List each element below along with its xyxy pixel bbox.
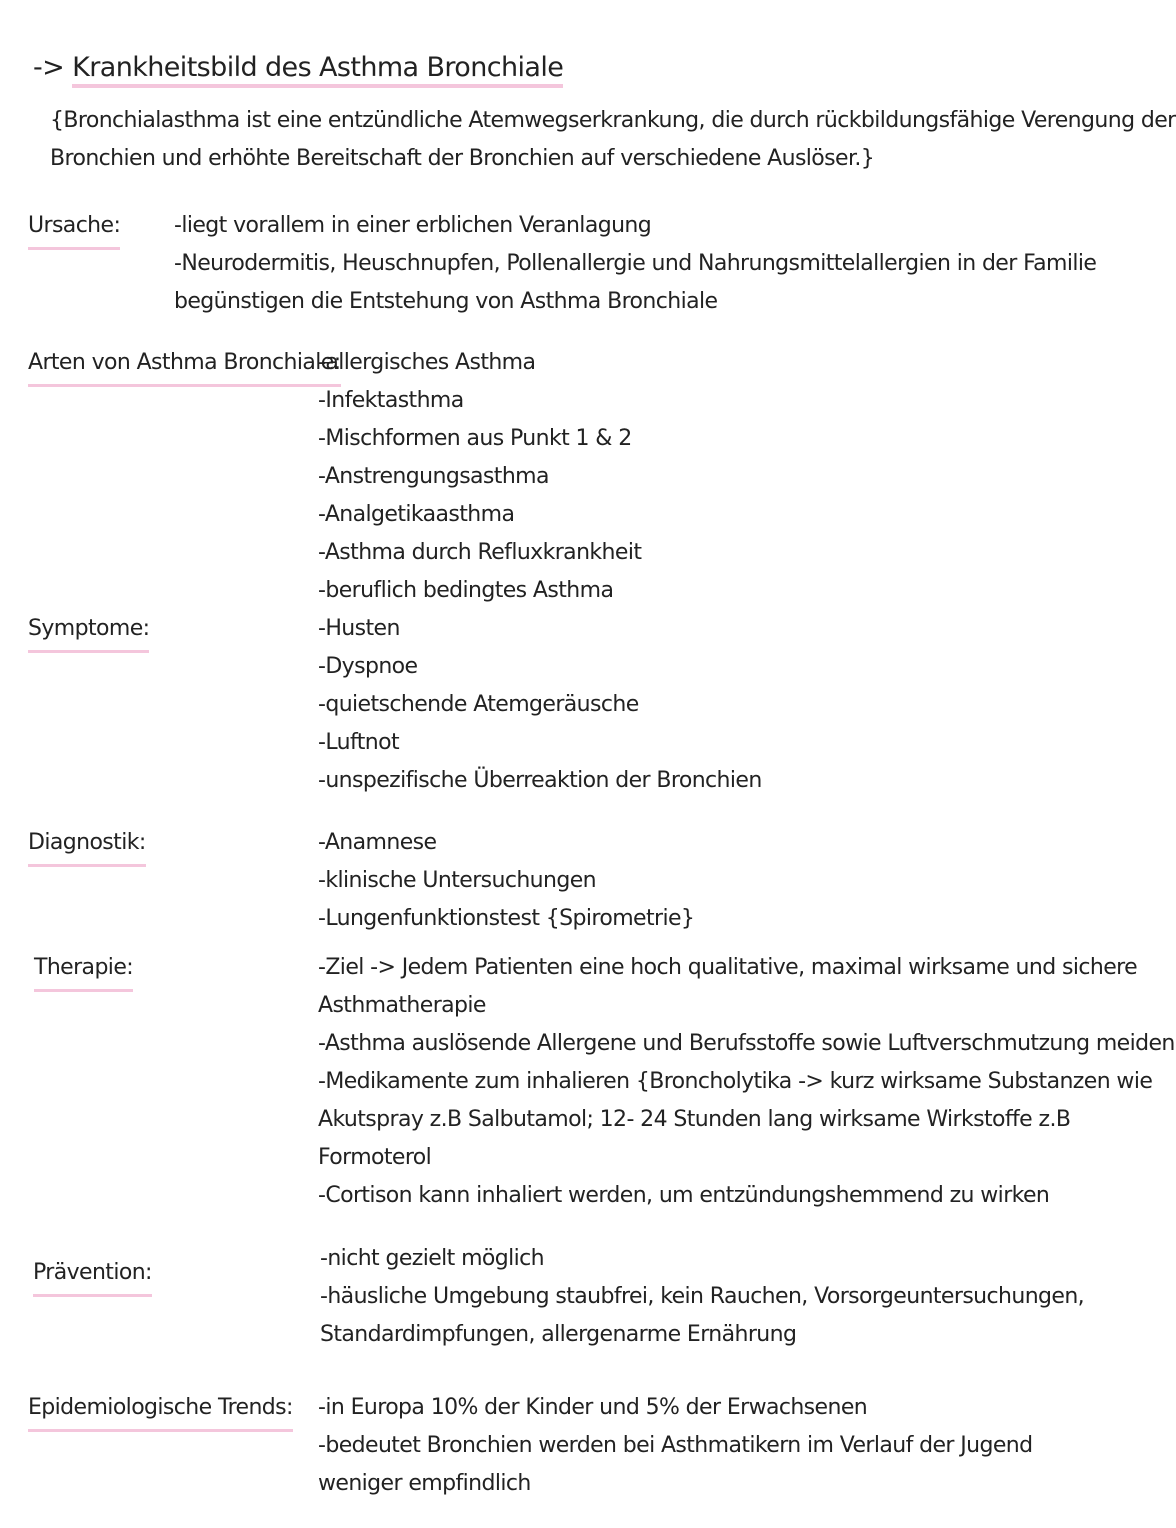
list-item: Formoterol — [318, 1145, 432, 1170]
label-ursache: Ursache: — [28, 207, 120, 250]
list-praevention — [320, 1240, 1084, 1354]
intro-line: Bronchien und erhöhte Bereitschaft der Bronchien auf verschiedene Auslöser.} — [50, 146, 875, 171]
list-item: -Neurodermitis, Heuschnupfen, Pollenallergie und Nahrungsmittelallergien in der Familie — [174, 251, 1097, 276]
list-item: -Asthma durch Refluxkrankheit — [318, 540, 642, 565]
label-symptome: Symptome: — [28, 610, 149, 653]
label-therapie: Therapie: — [34, 949, 133, 992]
list-ursache — [174, 207, 1096, 321]
list-item: -häusliche Umgebung staubfrei, kein Rauchen, Vorsorgeuntersuchungen, — [320, 1284, 1085, 1309]
list-item: -Anstrengungsasthma — [318, 464, 549, 489]
list-item: Asthmatherapie — [318, 993, 486, 1018]
list-item: -Cortison kann inhaliert werden, um entzündungshemmend zu wirken — [318, 1183, 1050, 1208]
list-item: -Anamnese — [318, 830, 437, 855]
list-item: -allergisches Asthma — [318, 350, 536, 375]
list-item: -in Europa 10% der Kinder und 5% der Erwachsenen — [318, 1395, 868, 1420]
list-item: -Infektasthma — [318, 388, 464, 413]
list-item: -Lungenfunktionstest {Spirometrie} — [318, 906, 695, 931]
intro-line: {Bronchialasthma ist eine entzündliche Atemwegserkrankung, die durch rückbildungsfähige Verengung der — [50, 108, 1176, 133]
list-item: -Ziel -> Jedem Patienten eine hoch qualitative, maximal wirksame und sichere — [318, 955, 1138, 980]
list-symptome — [318, 610, 762, 800]
list-item: -bedeutet Bronchien werden bei Asthmatikern im Verlauf der Jugend — [318, 1433, 1033, 1458]
list-item: weniger empfindlich — [318, 1471, 531, 1496]
intro-definition — [50, 102, 1176, 178]
list-item: -quietschende Atemgeräusche — [318, 692, 639, 717]
list-therapie — [318, 949, 1175, 1215]
label-diagnostik: Diagnostik: — [28, 824, 146, 867]
page-title — [33, 50, 563, 86]
list-item: -unspezifische Überreaktion der Bronchien — [318, 768, 762, 793]
list-arten — [318, 344, 641, 610]
list-item: -Luftnot — [318, 730, 399, 755]
list-item: -Medikamente zum inhalieren {Broncholytika -> kurz wirksame Substanzen wie — [318, 1069, 1153, 1094]
list-item: -beruflich bedingtes Asthma — [318, 578, 614, 603]
list-item: -Mischformen aus Punkt 1 & 2 — [318, 426, 632, 451]
list-item: -Analgetikaasthma — [318, 502, 515, 527]
list-item: Standardimpfungen, allergenarme Ernährung — [320, 1322, 797, 1347]
list-item: begünstigen die Entstehung von Asthma Bronchiale — [174, 289, 718, 314]
list-item: -Dyspnoe — [318, 654, 418, 679]
label-arten: Arten von Asthma Bronchiale: — [28, 344, 341, 387]
list-item: -Husten — [318, 616, 400, 641]
label-epidemiologie: Epidemiologische Trends: — [28, 1389, 293, 1432]
list-item: -Asthma auslösende Allergene und Berufsstoffe sowie Luftverschmutzung meiden — [318, 1031, 1175, 1056]
title-arrow: -> — [33, 52, 65, 83]
list-item: Akutspray z.B Salbutamol; 12- 24 Stunden lang wirksame Wirkstoffe z.B — [318, 1107, 1071, 1132]
list-diagnostik — [318, 824, 694, 938]
list-epidemiologie — [318, 1389, 1033, 1503]
label-praevention: Prävention: — [33, 1254, 152, 1297]
list-item: -liegt vorallem in einer erblichen Veranlagung — [174, 213, 652, 238]
title-text: Krankheitsbild des Asthma Bronchiale — [72, 52, 563, 88]
list-item: -nicht gezielt möglich — [320, 1246, 544, 1271]
list-item: -klinische Untersuchungen — [318, 868, 597, 893]
